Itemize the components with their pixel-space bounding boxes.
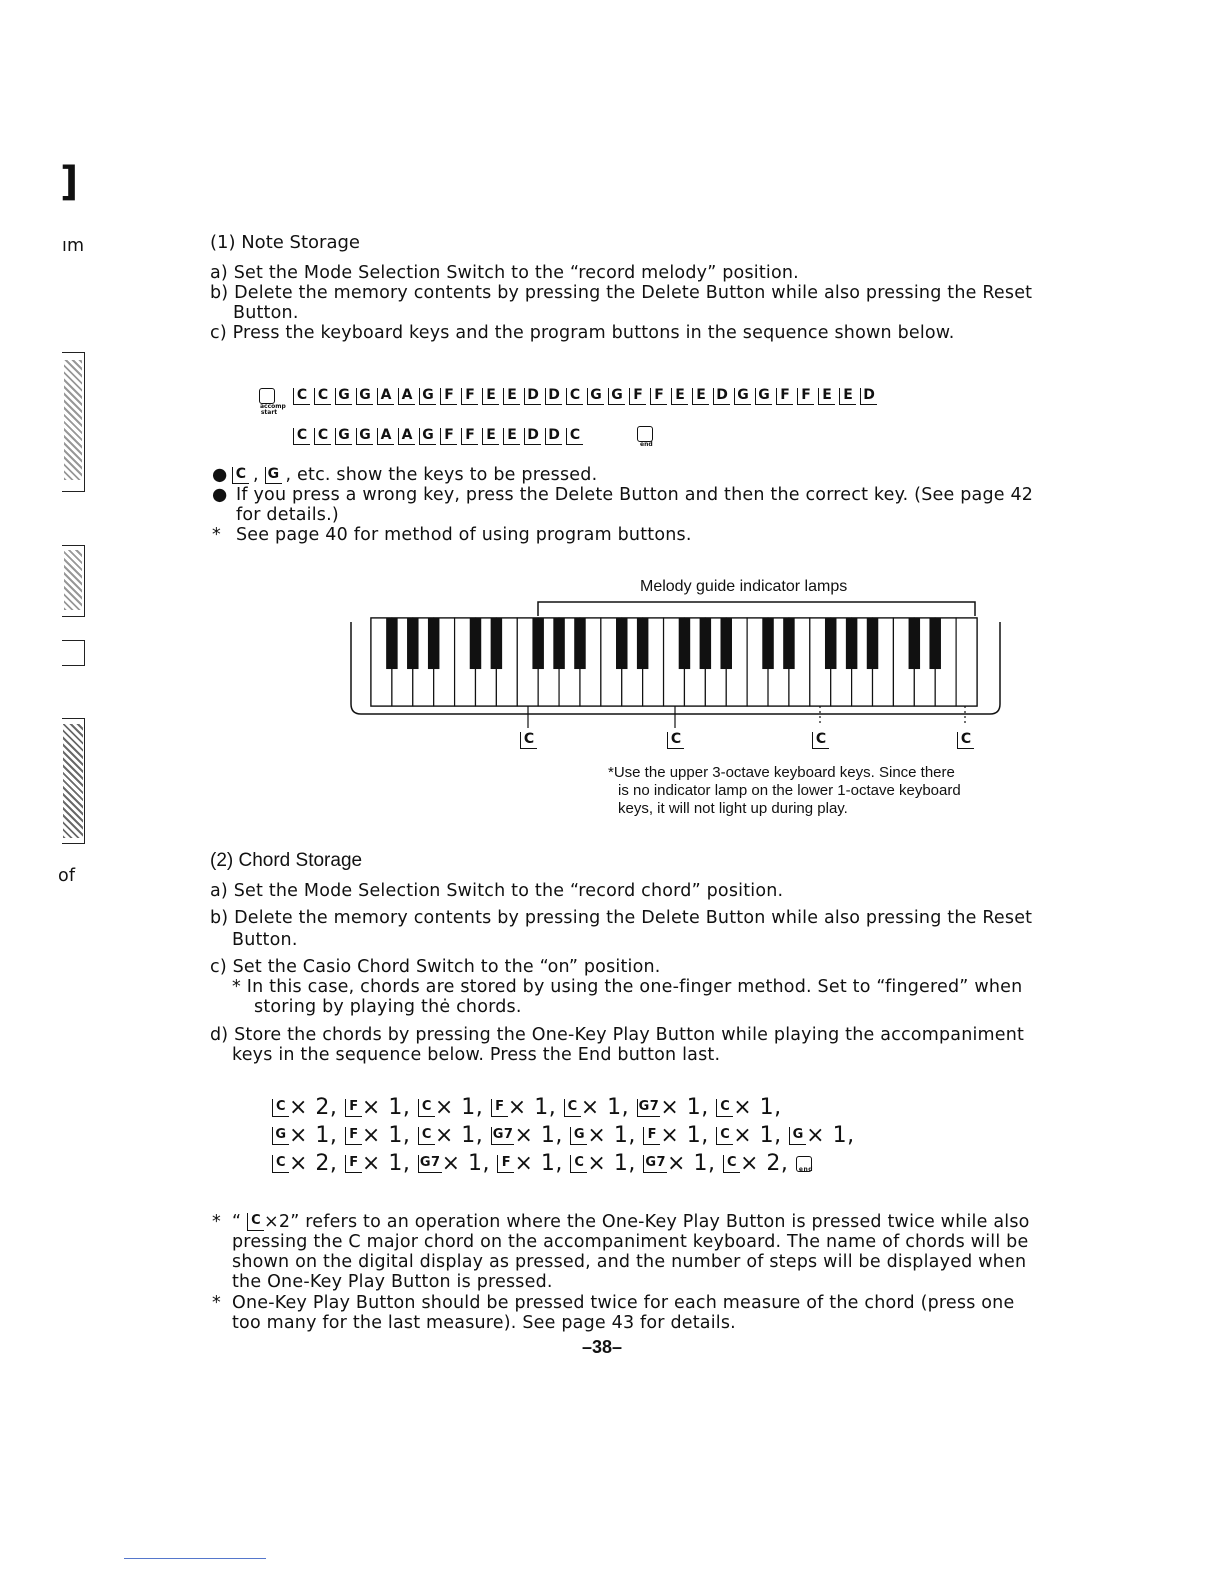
chord-key: C	[716, 1099, 733, 1117]
sequence-key: C	[566, 388, 583, 405]
chord-count: × 1,	[434, 1095, 491, 1120]
chord-count: × 1,	[441, 1151, 498, 1176]
sequence-key: F	[650, 388, 667, 405]
melody-guide-caption: Melody guide indicator lamps	[640, 578, 848, 595]
black-key	[470, 618, 481, 669]
chord-count: × 1,	[361, 1151, 418, 1176]
sequence-key: E	[503, 388, 520, 405]
sequence-key: E	[839, 388, 856, 405]
chord-key: C	[564, 1099, 581, 1117]
black-key	[700, 618, 711, 669]
margin-text-1: ım	[62, 236, 85, 256]
chord-count: × 2,	[739, 1151, 796, 1176]
chord-note-1-line1: * “ C ×2” refers to an operation where the One-Key Play Button is pressed twice while also	[212, 1212, 1030, 1232]
sequence-key: C	[314, 428, 331, 445]
key-c: C	[232, 467, 249, 484]
chord-count: × 2,	[289, 1095, 345, 1120]
sequence-key: D	[545, 388, 562, 405]
chord-count: × 1,	[514, 1123, 571, 1148]
chord-key: F	[643, 1127, 660, 1145]
sequence-key: G	[755, 388, 772, 405]
black-key	[407, 618, 418, 669]
chord-step-c-note-line1: * In this case, chords are stored by using the one-finger method. Set to “fingered” when	[232, 977, 1023, 997]
chord-sequence-row-2	[272, 1122, 855, 1150]
black-key	[553, 618, 564, 669]
chord-count: × 1,	[361, 1123, 418, 1148]
margin-scan-mark-3	[62, 640, 85, 666]
sequence-key: D	[545, 428, 562, 445]
chord-key: C	[272, 1155, 289, 1173]
chord-key: C	[723, 1155, 740, 1173]
chord-count: × 1,	[587, 1123, 644, 1148]
black-key	[846, 618, 857, 669]
note-sequence-row-2	[293, 426, 587, 445]
sequence-key: E	[503, 428, 520, 445]
key-g: G	[265, 467, 282, 484]
chord-end-button	[796, 1150, 812, 1178]
black-key	[867, 618, 878, 669]
black-key	[909, 618, 920, 669]
chord-count: × 1,	[733, 1095, 782, 1120]
black-key	[783, 618, 794, 669]
marker-key-c-3: C	[812, 732, 829, 749]
note-storage-heading: (1) Note Storage	[210, 232, 360, 253]
chord-note-1-line4: the One-Key Play Button is pressed.	[232, 1272, 553, 1292]
chord-count: × 1,	[507, 1095, 564, 1120]
sequence-key: G	[356, 388, 373, 405]
black-key	[491, 618, 502, 669]
sequence-key: C	[566, 428, 583, 445]
note-sequence-row-1	[293, 386, 881, 405]
sequence-key: D	[860, 388, 877, 405]
chord-key: C	[418, 1127, 435, 1145]
sequence-key: F	[440, 428, 457, 445]
note-step-b-line2: Button.	[233, 303, 299, 323]
sequence-key: A	[398, 428, 415, 445]
black-key	[532, 618, 543, 669]
note-step-c: c) Press the keyboard keys and the program buttons in the sequence shown below.	[210, 323, 955, 343]
chord-key-c: C	[247, 1213, 264, 1231]
sequence-key: G	[587, 388, 604, 405]
sequence-key: F	[797, 388, 814, 405]
sequence-key: F	[461, 428, 478, 445]
chord-count: × 1,	[514, 1151, 571, 1176]
black-key	[679, 618, 690, 669]
sequence-key: F	[461, 388, 478, 405]
chord-key: G7	[637, 1099, 661, 1117]
sequence-key: D	[524, 388, 541, 405]
chord-key: G7	[491, 1127, 515, 1145]
chord-count: × 1,	[361, 1095, 418, 1120]
note-bullet-1: ● C , G , etc. show the keys to be pressed.	[212, 465, 598, 485]
sequence-key: G	[419, 428, 436, 445]
chord-key: G7	[418, 1155, 442, 1173]
end-label: end	[640, 441, 653, 448]
note-bullet-2-line1: ● If you press a wrong key, press the Delete Button and then the correct key. (See page 42	[212, 485, 1034, 505]
chord-sequence-row-1	[272, 1094, 782, 1122]
margin-scan-noise-2	[64, 550, 82, 610]
note-bullet-2-line2: for details.)	[236, 505, 339, 525]
sequence-key: E	[692, 388, 709, 405]
chord-note-1-line3: shown on the digital display as pressed, and the number of steps will be displayed when	[232, 1252, 1027, 1272]
chord-count: × 1,	[733, 1123, 790, 1148]
chord-step-b-line1: b) Delete the memory contents by pressing the Delete Button while also pressing the Reset	[210, 908, 1033, 928]
chord-key: G	[272, 1127, 289, 1145]
chord-key: G	[789, 1127, 806, 1145]
chord-key: G	[570, 1127, 587, 1145]
chord-note-2-line2: too many for the last measure). See page 43 for details.	[232, 1313, 736, 1333]
chord-count: × 1,	[806, 1123, 855, 1148]
sequence-key: G	[335, 388, 352, 405]
lamp-range-bracket	[538, 602, 975, 616]
sequence-key: A	[377, 428, 394, 445]
margin-scan-noise-4	[63, 724, 83, 838]
chord-count: × 1,	[587, 1151, 644, 1176]
black-key	[616, 618, 627, 669]
marker-key-c-4: C	[957, 732, 974, 749]
end-button	[637, 423, 653, 448]
sequence-key: D	[524, 428, 541, 445]
chord-step-d-line1: d) Store the chords by pressing the One-Key Play Button while playing the accompaniment	[210, 1025, 1025, 1045]
chord-key: F	[345, 1127, 362, 1145]
chord-note-1-line2: pressing the C major chord on the accompaniment keyboard. The name of chords will be	[232, 1232, 1029, 1252]
keyboard-footnote-line2: is no indicator lamp on the lower 1-octave keyboard	[618, 782, 961, 799]
marker-key-c-2: C	[667, 732, 684, 749]
chord-step-d-line2: keys in the sequence below. Press the End button last.	[232, 1045, 721, 1065]
black-key	[574, 618, 585, 669]
black-key	[720, 618, 731, 669]
chord-key: F	[345, 1099, 362, 1117]
chord-key: G7	[643, 1155, 667, 1173]
chord-count: × 1,	[434, 1123, 491, 1148]
keyboard-footnote-line3: keys, it will not light up during play.	[618, 800, 848, 817]
chord-key: F	[491, 1099, 508, 1117]
sequence-key: F	[629, 388, 646, 405]
sequence-key: G	[608, 388, 625, 405]
margin-bracket-glyph: ]	[60, 159, 79, 205]
sequence-key: D	[713, 388, 730, 405]
black-key	[386, 618, 397, 669]
chord-count: × 1,	[660, 1123, 717, 1148]
sequence-key: G	[335, 428, 352, 445]
sequence-key: A	[377, 388, 394, 405]
sequence-key: F	[440, 388, 457, 405]
chord-count: × 1,	[667, 1151, 723, 1176]
keyboard-footnote-line1: *Use the upper 3-octave keyboard keys. Since there	[608, 764, 955, 781]
chord-count: × 1,	[660, 1095, 717, 1120]
sequence-key: C	[293, 388, 310, 405]
chord-step-c: c) Set the Casio Chord Switch to the “on” position.	[210, 957, 661, 977]
black-key	[762, 618, 773, 669]
sequence-key: E	[818, 388, 835, 405]
sequence-key: C	[314, 388, 331, 405]
sequence-key: G	[356, 428, 373, 445]
chord-key: C	[418, 1099, 435, 1117]
chord-end-label: end	[798, 1166, 814, 1173]
page-number: –38–	[582, 1337, 623, 1357]
note-step-a: a) Set the Mode Selection Switch to the “record melody” position.	[210, 263, 799, 283]
chord-note-2-line1: * One-Key Play Button should be pressed twice for each measure of the chord (press one	[212, 1293, 1015, 1313]
sequence-key: G	[419, 388, 436, 405]
chord-step-b-line2: Button.	[232, 930, 298, 950]
chord-count: × 1,	[580, 1095, 637, 1120]
note-asterisk-1: * See page 40 for method of using program buttons.	[212, 525, 692, 545]
sequence-key: E	[482, 388, 499, 405]
chord-sequence-row-3	[272, 1150, 812, 1178]
white-keys	[371, 618, 977, 706]
chord-key: C	[716, 1127, 733, 1145]
accomp-start-label: accomp start	[260, 403, 286, 416]
chord-step-c-note-line2: storing by playing thė chords.	[254, 997, 522, 1017]
sequence-key: E	[482, 428, 499, 445]
sequence-key: F	[776, 388, 793, 405]
chord-key: F	[497, 1155, 514, 1173]
accomp-start-button	[259, 385, 286, 416]
white-key	[956, 618, 977, 706]
note-step-b-line1: b) Delete the memory contents by pressing the Delete Button while also pressing the Reset	[210, 283, 1033, 303]
chord-count: × 1,	[289, 1123, 345, 1148]
margin-text-2: of	[58, 866, 76, 886]
black-key	[428, 618, 439, 669]
chord-key: C	[272, 1099, 289, 1117]
bottom-scan-line	[124, 1558, 266, 1559]
sequence-key: A	[398, 388, 415, 405]
chord-key: C	[570, 1155, 587, 1173]
chord-count: × 2,	[289, 1151, 345, 1176]
chord-step-a: a) Set the Mode Selection Switch to the “record chord” position.	[210, 881, 784, 901]
marker-key-c-1: C	[520, 732, 537, 749]
margin-scan-noise-1	[64, 360, 82, 480]
black-key	[825, 618, 836, 669]
black-key	[929, 618, 940, 669]
sequence-key: E	[671, 388, 688, 405]
sequence-key: G	[734, 388, 751, 405]
chord-storage-heading: (2) Chord Storage	[210, 850, 363, 871]
sequence-key: C	[293, 428, 310, 445]
chord-key: F	[345, 1155, 362, 1173]
black-key	[637, 618, 648, 669]
